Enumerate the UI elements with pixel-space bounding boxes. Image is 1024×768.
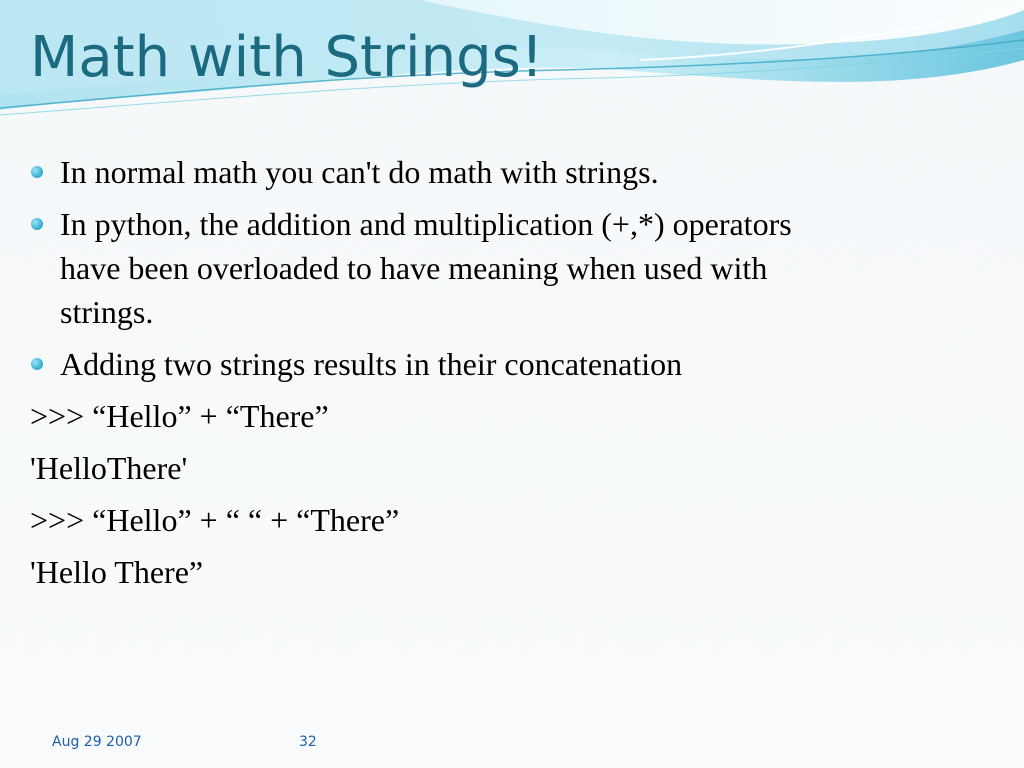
slide-title: Math with Strings! [30,25,544,90]
round-bullet-icon [31,218,43,230]
code-output-line: 'HelloThere' [30,450,188,486]
code-output-line: 'Hello There” [30,554,204,590]
bullet-text: In python, the addition and multiplication (+,*) operators have been overloaded to have meaning when used with strings. [60,206,792,330]
round-bullet-icon [31,358,43,370]
bullet-item [30,150,850,194]
bullet-text: In normal math you can't do math with strings. [60,154,659,190]
page-number: 32 [299,734,317,750]
footer-date: Aug 29 2007 [52,734,142,750]
code-example [30,394,850,594]
bullet-text: Adding two strings results in their concatenation [60,346,683,382]
bullet-item [30,202,850,334]
bullet-list [30,150,850,386]
code-line: >>> “Hello” + “There” [30,398,329,434]
slide-content [30,150,850,602]
bullet-item [30,342,850,386]
round-bullet-icon [31,166,43,178]
code-line: >>> “Hello” + “ “ + “There” [30,502,400,538]
